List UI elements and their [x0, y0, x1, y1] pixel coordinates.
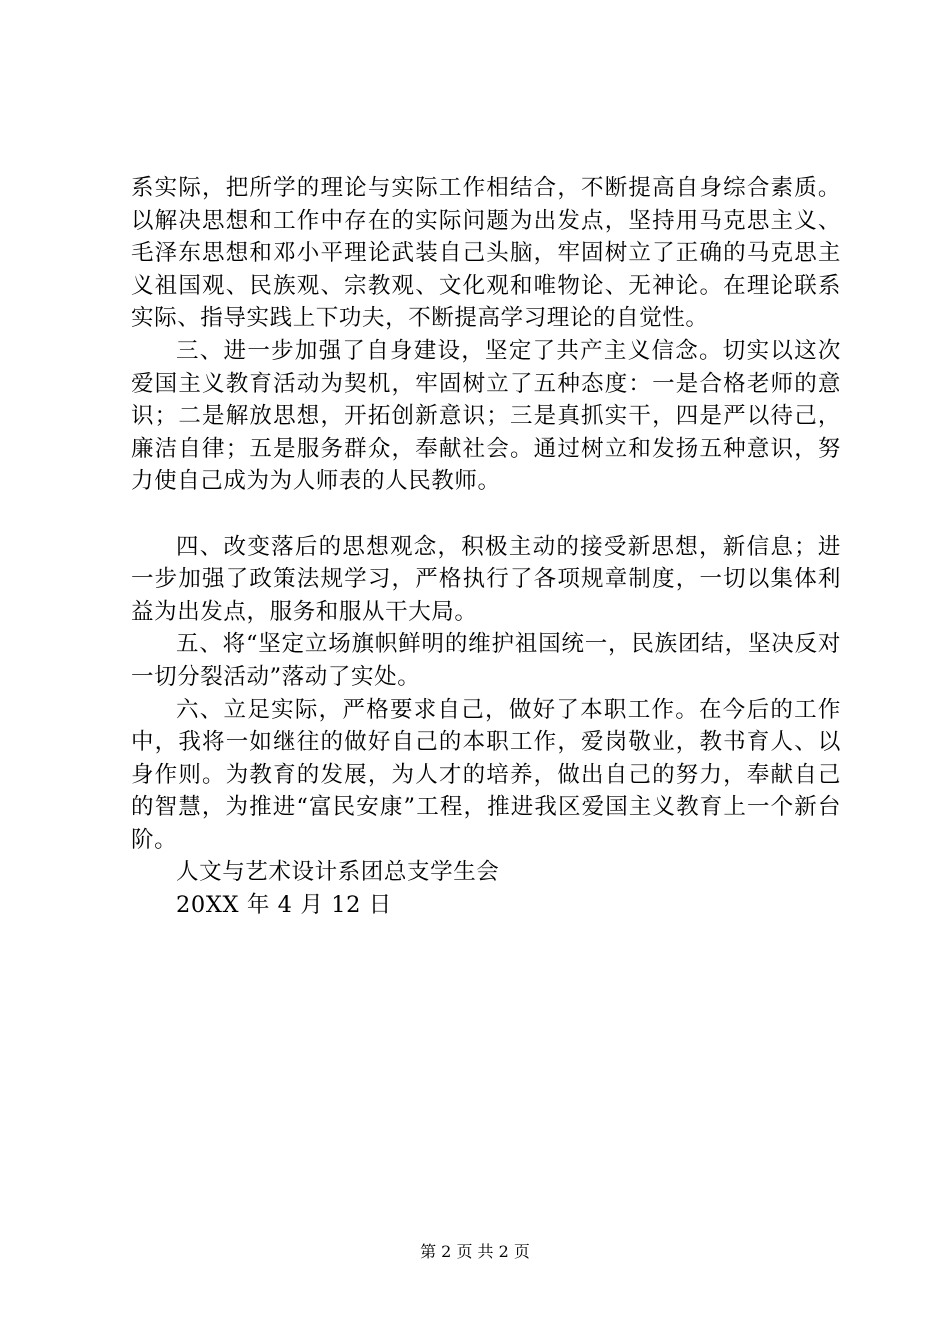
paragraph-item-5: 五、将“坚定立场旗帜鲜明的维护祖国统一，民族团结，坚决反对一切分裂活动”落动了实处。 — [131, 631, 841, 690]
page-number-label: 第 2 页 共 2 页 — [420, 1242, 530, 1261]
paragraph-item-6: 六、立足实际，严格要求自己，做好了本职工作。在今后的工作中，我将一如继往的做好自己的本职工作，爱岗敬业，教书育人、以身作则。为教育的发展，为人才的培养，做出自己的努力，奉献自己的智慧，为推进“富民安康”工程，推进我区爱国主义教育上一个新台阶。 — [131, 696, 841, 853]
signature-line: 人文与艺术设计系团总支学生会 — [176, 859, 500, 886]
paragraph-gap — [131, 498, 841, 531]
date-line: 20XX 年 4 月 12 日 — [176, 892, 392, 919]
paragraph-continuation: 系实际，把所学的理论与实际工作相结合，不断提高自身综合素质。以解决思想和工作中存在的实际问题为出发点，坚持用马克思主义、毛泽东思想和邓小平理论武装自己头脑，牢固树立了正确的马克思主义祖国观、民族观、宗教观、文化观和唯物论、无神论。在理论联系实际、指导实践上下功夫，不断提高学习理论的自觉性。 — [131, 175, 841, 332]
document-body — [131, 172, 841, 922]
paragraph-item-3: 三、进一步加强了自身建设，坚定了共产主义信念。切实以这次爱国主义教育活动为契机，牢固树立了五种态度：一是合格老师的意识；二是解放思想，开拓创新意识；三是真抓实干，四是严以待己，廉洁自律；五是服务群众，奉献社会。通过树立和发扬五种意识，努力使自己成为为人师表的人民教师。 — [131, 337, 841, 495]
paragraph-item-4: 四、改变落后的思想观念，积极主动的接受新思想，新信息；进一步加强了政策法规学习，严格执行了各项规章制度，一切以集体利益为出发点，服务和服从干大局。 — [131, 533, 841, 625]
page-footer — [0, 1242, 950, 1262]
